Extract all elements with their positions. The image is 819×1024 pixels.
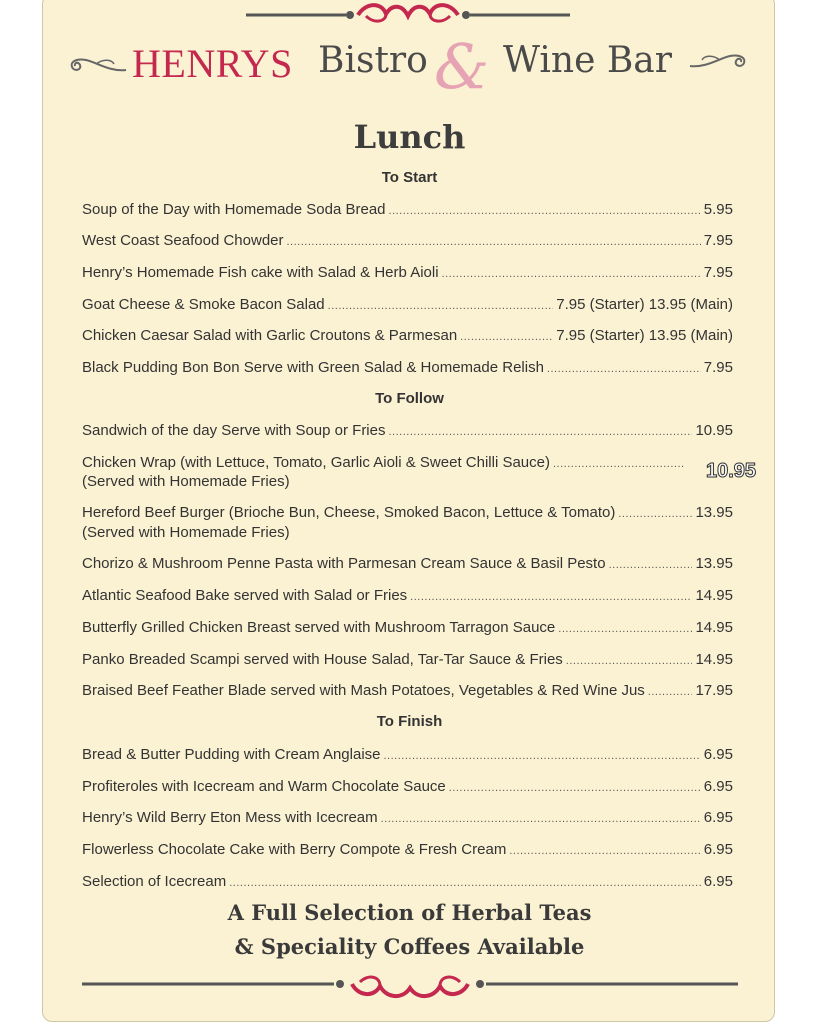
menu-item-price: 10.95 (706, 460, 757, 482)
menu-item: Hereford Beef Burger (Brioche Bun, Cheese, Smoked Bacon, Lettuce & Tomato) ..... 13.95 (82, 503, 733, 524)
menu-item: Bread & Butter Pudding with Cream Anglaise ..... 6.95 (82, 745, 733, 766)
bistro-text: Bistro (318, 40, 428, 81)
menu-item: Chicken Caesar Salad with Garlic Croutons & Parmesan ..... 7.95 (Starter) 13.95 (Main) (82, 326, 733, 347)
menu-item: Panko Breaded Scampi served with House Salad, Tar-Tar Sauce & Fries ..... 14.95 (82, 650, 733, 671)
menu-item: Flowerless Chocolate Cake with Berry Compote & Fresh Cream ..... 6.95 (82, 840, 733, 861)
menu-item: Chorizo & Mushroom Penne Pasta with Parmesan Cream Sauce & Basil Pesto ..... 13.95 (82, 554, 733, 575)
menu-item: Selection of Icecream ..... 6.95 (82, 872, 733, 893)
menu-item-note: (Served with Homemade Fries) (82, 524, 290, 541)
section-title-to-finish: To Finish (376, 713, 443, 730)
menu-item: Profiteroles with Icecream and Warm Chocolate Sauce ..... 6.95 (82, 777, 733, 798)
section-title-to-start: To Start (381, 169, 438, 186)
menu-item: Henry’s Wild Berry Eton Mess with Icecream ..... 6.95 (82, 808, 733, 829)
menu-item: West Coast Seafood Chowder ..... 7.95 (82, 231, 733, 252)
restaurant-title (0, 30, 819, 103)
footer-line-2: & Speciality Coffees Available (234, 934, 585, 959)
menu-item: Goat Cheese & Smoke Bacon Salad ..... 7.95 (Starter) 13.95 (Main) (82, 295, 733, 316)
footer-line-1: A Full Selection of Herbal Teas (227, 900, 592, 925)
right-scroll-ornament (688, 46, 750, 72)
ampersand: & (434, 30, 490, 103)
menu-item: Sandwich of the day Serve with Soup or Fries ..... 10.95 (82, 421, 733, 442)
wine-bar-text: Wine Bar (503, 40, 672, 81)
bottom-ornament (82, 970, 738, 1004)
menu-item: Chicken Wrap (with Lettuce, Tomato, Garlic Aioli & Sweet Chilli Sauce) ..... (82, 453, 688, 474)
menu-item: Braised Beef Feather Blade served with Mash Potatoes, Vegetables & Red Wine Jus ..... 17.95 (82, 681, 733, 702)
section-title-to-follow: To Follow (375, 390, 444, 407)
menu-item-note: (Served with Homemade Fries) (82, 473, 290, 490)
left-scroll-ornament (66, 50, 128, 76)
menu-item: Black Pudding Bon Bon Serve with Green Salad & Homemade Relish ..... 7.95 (82, 358, 733, 379)
menu-item: Soup of the Day with Homemade Soda Bread ..... 5.95 (82, 200, 733, 221)
brand-name: HENRYS (132, 41, 293, 86)
menu-item: Atlantic Seafood Bake served with Salad or Fries ..... 14.95 (82, 586, 733, 607)
menu-item: Henry’s Homemade Fish cake with Salad & Herb Aioli ..... 7.95 (82, 263, 733, 284)
menu-item: Butterfly Grilled Chicken Breast served with Mushroom Tarragon Sauce ..... 14.95 (82, 618, 733, 639)
menu-title: Lunch (353, 118, 466, 156)
top-ornament (246, 0, 570, 26)
